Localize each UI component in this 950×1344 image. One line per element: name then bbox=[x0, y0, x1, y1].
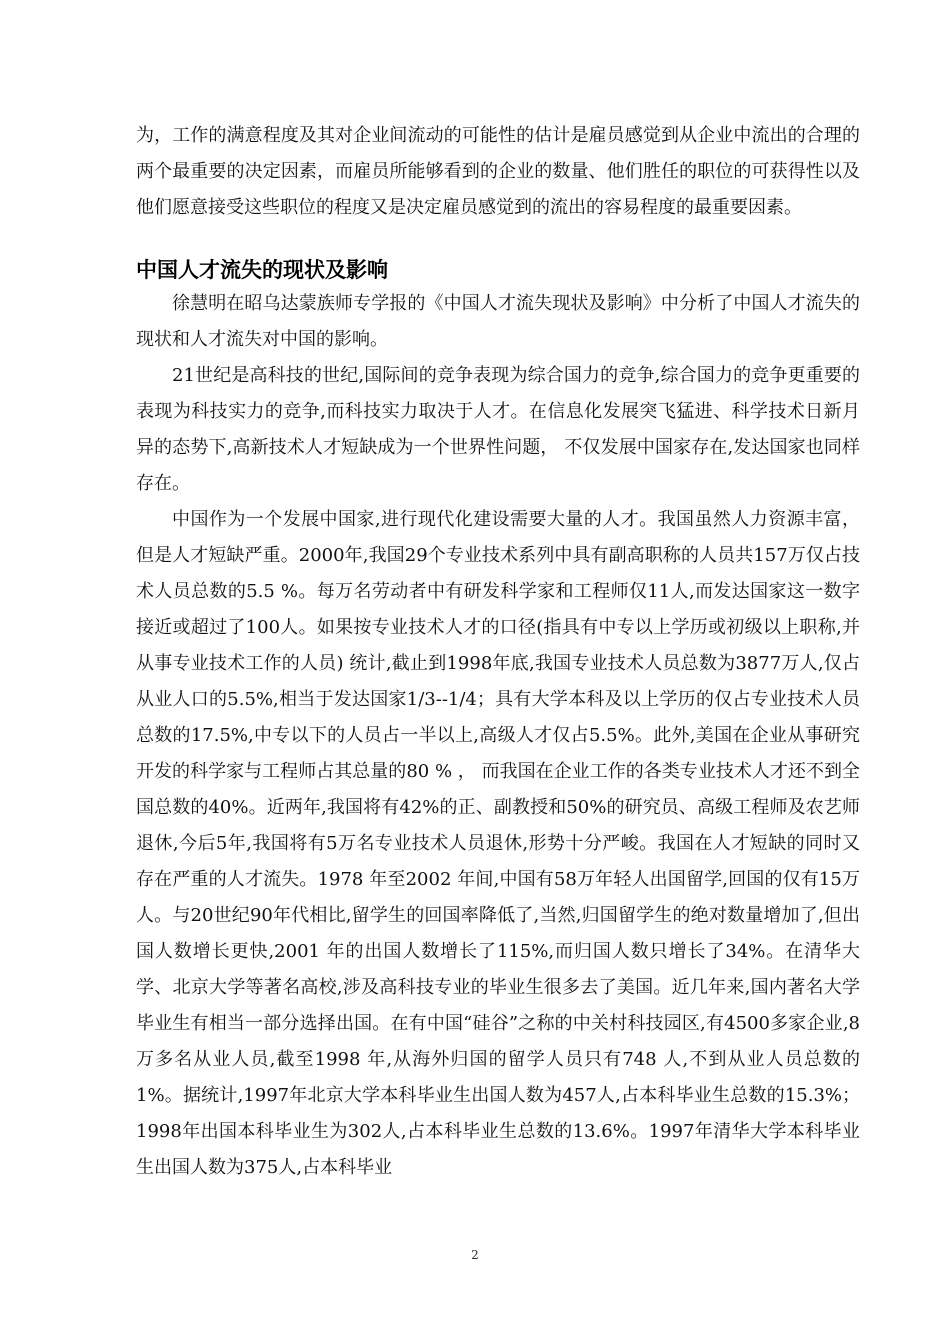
body-paragraph: 21世纪是高科技的世纪,国际间的竞争表现为综合国力的竞争,综合国力的竞争更重要的表现为科技实力的竞争,而科技实力取决于人才。在信息化发展突飞猛进、科学技术日新月异的态势下,高新技术人才短缺成为一个世界性问题， 不仅发展中国家存在,发达国家也同样存在。 bbox=[136, 365, 860, 494]
section-heading: 中国人才流失的现状及影响 bbox=[136, 258, 388, 282]
page-number: 2 bbox=[471, 1248, 479, 1262]
body-paragraph: 中国作为一个发展中国家,进行现代化建设需要大量的人才。我国虽然人力资源丰富， 但是人才短缺严重。2000年,我国29个专业技术系列中具有副高职称的人员共157万仅占技术人员总数的5.5 %。每万名劳动者中有研发科学家和工程师仅11人,而发达国家这一数字接近或超过了100人。如果按专业技术人才的口径(指具有中专以上学历或初级以上职称,并从事专业技术工作的人员) 统计,截止到1998年底,我国专业技术人员总数为3877万人,仅占从业人口的5.5%,相当于发达国家1/3--1/4；具有大学本科及以上学历的仅占专业技术人员总数的17.5%,中专以下的人员占一半以上,高级人才仅占5.5%。此外,美国在企业从事研究开发的科学家与工程师占其总量的80 % ， 而我国在企业工作的各类专业技术人才还不到全国总数的40%。近两年,我国将有42%的正、副教授和50%的研究员、高级工程师及农艺师退休,今后5年,我国将有5万名专业技术人员退休,形势十分严峻。我国在人才短缺的同时又存在严重的人才流失。1978 年至2002 年间,中国有58万年轻人出国留学,回国的仅有15万人。与20世纪90年代相比,留学生的回国率降低了,当然,归国留学生的绝对数量增加了,但出国人数增长更快,2001 年的出国人数增长了115%,而归国人数只增长了34%。在清华大学、北京大学等著名高校,涉及高科技专业的毕业生很多去了美国。近几年来,国内著名大学毕业生有相当一部分选择出国。在有中国“硅谷”之称的中关村科技园区,有4500多家企业,8万多名从业人员,截至1998 年,从海外归国的留学人员只有748 人,不到从业人员总数的1%。据统计,1997年北京大学本科毕业生出国人数为457人,占本科毕业生总数的15.3%；1998年出国本科毕业生为302人,占本科毕业生总数的13.6%。1997年清华大学本科毕业生出国人数为375人,占本科毕业 bbox=[136, 509, 860, 1178]
document-body bbox=[136, 118, 860, 1186]
body-paragraph: 徐慧明在昭乌达蒙族师专学报的《中国人才流失现状及影响》中分析了中国人才流失的现状和人才流失对中国的影响。 bbox=[136, 293, 860, 350]
intro-paragraph: 为，工作的满意程度及其对企业间流动的可能性的估计是雇员感觉到从企业中流出的合理的两个最重要的决定因素，而雇员所能够看到的企业的数量、他们胜任的职位的可获得性以及他们愿意接受这些职位的程度又是决定雇员感觉到的流出的容易程度的最重要因素。 bbox=[136, 125, 860, 218]
